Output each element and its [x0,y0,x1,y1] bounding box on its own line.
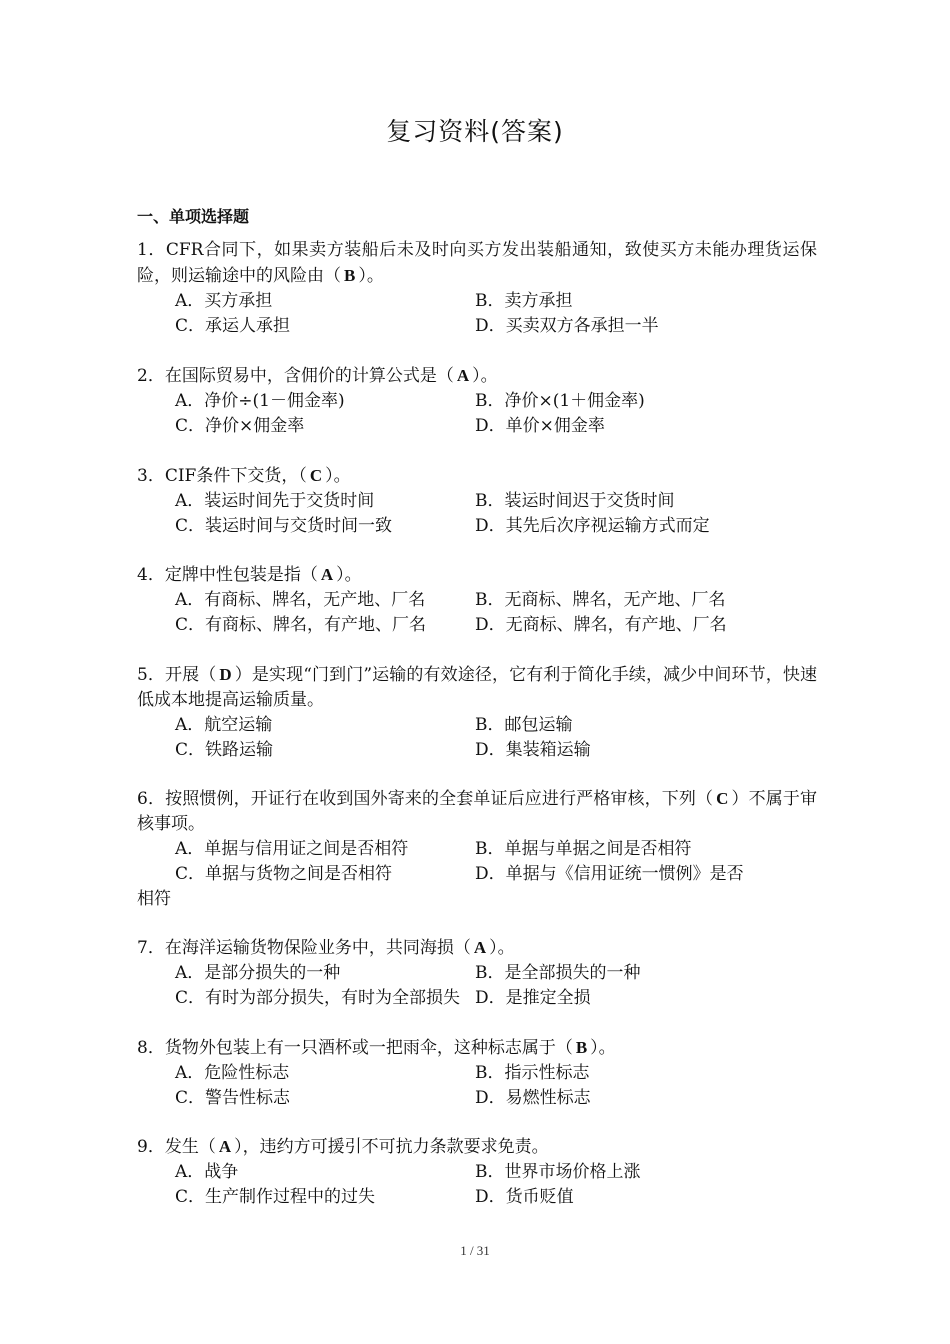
option-c: C．净价×佣金率 [175,416,305,436]
question-stem: 2．在国际贸易中，含佣价的计算公式是（ A ）。 [137,366,498,386]
question-1 [137,238,817,339]
option-c: C．装运时间与交货时间一致 [175,516,393,536]
option-b: B．装运时间迟于交货时间 [475,491,675,511]
option-a: A．航空运输 [175,715,273,735]
section-heading: 一、单项选择题 [137,207,250,226]
option-d: D．单价×佣金率 [475,416,605,436]
option-a: A．单据与信用证之间是否相符 [175,839,409,859]
answer: C [309,466,323,485]
option-a: A．装运时间先于交货时间 [175,491,375,511]
option-a: A．是部分损失的一种 [175,963,341,983]
option-b: B．无商标、牌名，无产地、厂名 [475,590,726,610]
option-d: D．其先后次序视运输方式而定 [475,516,710,536]
question-2 [137,363,817,439]
option-d: D．无商标、牌名，有产地、厂名 [475,615,727,635]
question-stem: 8．货物外包装上有一只酒杯或一把雨伞，这种标志属于（ B ）。 [137,1038,616,1058]
option-b: B．邮包运输 [475,715,573,735]
question-stem: 3．CIF条件下交货，（ C ）。 [137,466,351,486]
option-c: C．生产制作过程中的过失 [175,1187,376,1207]
option-d: D．单据与《信用证统一惯例》是否 [475,864,744,884]
answer: A [456,366,470,385]
answer: B [344,266,356,285]
option-a: A．有商标、牌名，无产地、厂名 [175,590,426,610]
question-6 [137,786,817,912]
option-c: C．有时为部分损失，有时为全部损失 [175,988,461,1008]
question-9 [137,1134,817,1210]
question-stem: 7．在海洋运输货物保险业务中，共同海损（ A ）。 [137,938,515,958]
option-d: D．集装箱运输 [475,740,591,760]
option-b: B．卖方承担 [475,291,573,311]
question-8 [137,1035,817,1111]
option-c: C．铁路运输 [175,740,274,760]
question-3 [137,463,817,539]
option-c: C．有商标、牌名，有产地、厂名 [175,615,427,635]
option-a: A．战争 [175,1162,239,1182]
answer: C [716,789,729,808]
option-c: C．单据与货物之间是否相符 [175,864,393,884]
page-title: 复习资料(答案) [386,117,564,146]
answer: A [473,938,487,957]
option-a: A．净价÷(1－佣金率) [175,391,345,411]
option-d: D．是推定全损 [475,988,591,1008]
question-stem: 1．CFR合同下，如果卖方装船后未及时向买方发出装船通知，致使买方未能办理货运保险，则运输途中的风险由（ B ）。 [137,240,817,286]
question-4 [137,562,817,638]
option-a: A．买方承担 [175,291,273,311]
answer: B [575,1038,588,1057]
question-stem: 6．按照惯例，开证行在收到国外寄来的全套单证后应进行严格审核，下列（ C ）不属于审核事项。 [137,789,817,834]
option-d: D．货币贬值 [475,1187,574,1207]
option-d: D．易燃性标志 [475,1088,591,1108]
option-b: B．世界市场价格上涨 [475,1162,641,1182]
page-number: 1 / 31 [460,1243,490,1258]
question-stem: 4．定牌中性包装是指（ A ）。 [137,565,362,585]
option-b: B．净价×(1＋佣金率) [475,391,645,411]
option-a: A．危险性标志 [175,1063,290,1083]
question-stem: 9．发生（ A ），违约方可援引不可抗力条款要求免责。 [137,1137,549,1157]
question-5 [137,662,817,763]
option-d-continued: 相符 [137,889,171,909]
option-c: C．警告性标志 [175,1088,291,1108]
option-d: D．买卖双方各承担一半 [475,316,659,336]
question-7 [137,935,817,1011]
answer: D [219,665,232,684]
option-c: C．承运人承担 [175,316,291,336]
option-b: B．是全部损失的一种 [475,963,641,983]
answer: A [218,1137,232,1156]
option-b: B．单据与单据之间是否相符 [475,839,692,859]
question-stem: 5．开展（ D ）是实现“门到门”运输的有效途径，它有利于简化手续，减少中间环节，快速低成本地提高运输质量。 [137,665,817,710]
answer: A [320,565,334,584]
option-b: B．指示性标志 [475,1063,590,1083]
